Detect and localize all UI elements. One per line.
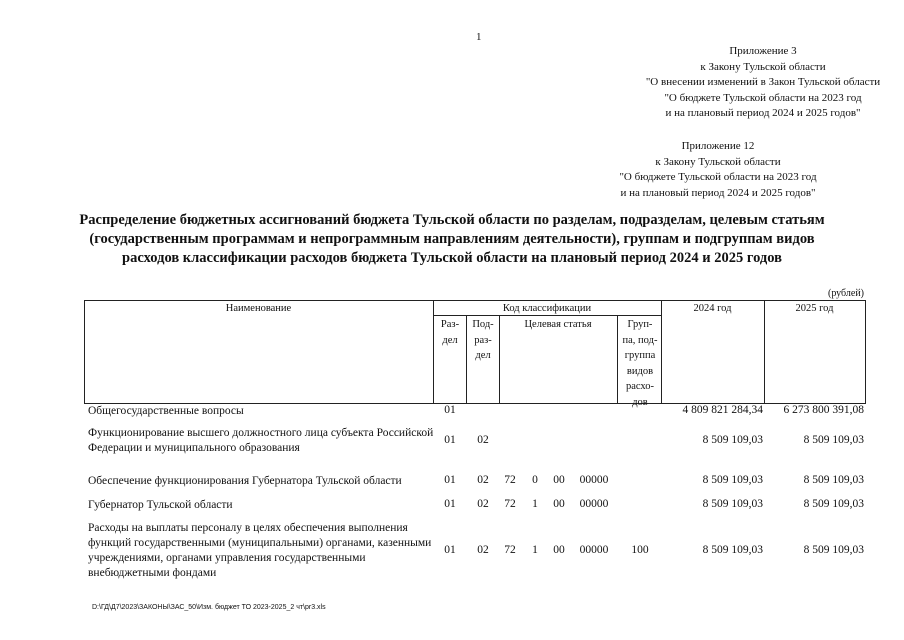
header-2025: 2025 год — [795, 303, 834, 314]
file-path-footer: D:\ГД\Д7\2023\ЗАКОНЫ\ЗАС_50\Изм. бюджет ТО 2023-2025_2 чт\pr3.xls — [92, 604, 326, 611]
units-label: (рублей) — [827, 288, 864, 299]
row-subsection: 02 — [477, 434, 489, 446]
appendix-3-line: и на плановый период 2024 и 2025 годов" — [665, 107, 861, 119]
table-row — [84, 426, 866, 460]
row-section: 01 — [444, 404, 456, 416]
row-2024-value: 8 509 109,03 — [702, 434, 763, 446]
row-name: Расходы на выплаты персоналу в целях обеспечения выполнения функций государственными (муниципальными) органами, казенными учреждениями, органами управления государственными внебюджетными фондами — [88, 522, 432, 579]
appendix-12-line: к Закону Тульской области — [655, 155, 781, 168]
appendix-3-block — [613, 44, 904, 122]
row-section: 01 — [444, 474, 456, 486]
title-line: расходов классификации расходов бюджета Тульской области на плановый период 2024 и 2025 годов — [122, 250, 782, 266]
appendix-12-line: и на плановый период 2024 и 2025 годов" — [620, 186, 816, 199]
row-name: Общегосударственные вопросы — [88, 405, 244, 417]
row-2024-value: 8 509 109,03 — [702, 474, 763, 486]
appendix-3-line: "О внесении изменений в Закон Тульской области — [645, 76, 881, 88]
header-group: Груп- па, под- группа видов расхо- дов — [622, 319, 658, 408]
row-2025-value: 8 509 109,03 — [803, 498, 864, 510]
row-target-program: 72 — [504, 544, 516, 556]
row-target-subprogram: 1 — [532, 498, 538, 510]
header-border-right — [865, 300, 866, 404]
row-target-event: 00 — [553, 544, 565, 556]
row-name: Обеспечение функционирования Губернатора Тульской области — [88, 475, 402, 487]
header-name: Наименование — [225, 303, 292, 314]
header-target: Целевая статья — [524, 319, 592, 330]
row-2025-value: 8 509 109,03 — [803, 544, 864, 556]
row-subsection: 02 — [477, 544, 489, 556]
row-subsection: 02 — [477, 474, 489, 486]
appendix-3-line: к Закону Тульской области — [700, 60, 826, 73]
header-subsection: Под- раз- дел — [472, 319, 494, 361]
row-2025-value: 6 273 800 391,08 — [783, 404, 864, 416]
row-2025-value: 8 509 109,03 — [803, 474, 864, 486]
row-section: 01 — [444, 544, 456, 556]
row-target-program: 72 — [504, 498, 516, 510]
header-col-divider — [466, 315, 467, 404]
table-row — [84, 521, 866, 585]
appendix-12-block — [568, 139, 868, 201]
row-section: 01 — [444, 434, 456, 446]
table-row — [84, 474, 866, 492]
row-target-direction: 00000 — [579, 544, 609, 556]
table-row — [84, 404, 866, 424]
row-target-direction: 00000 — [579, 498, 609, 510]
title-line: (государственным программам и непрограммным направлениям деятельности), группам и подгруппам видов — [89, 231, 815, 247]
row-target-direction: 00000 — [579, 474, 609, 486]
row-target-event: 00 — [553, 498, 565, 510]
appendix-12-line: "О бюджете Тульской области на 2023 год — [619, 171, 817, 183]
table-header — [84, 300, 866, 408]
header-col-divider — [617, 315, 618, 404]
appendix-3-line: Приложение 3 — [729, 45, 797, 57]
row-target-subprogram: 1 — [532, 544, 538, 556]
title-line: Распределение бюджетных ассигнований бюджета Тульской области по разделам, подразделам, целевым статьям — [79, 212, 825, 228]
document-title — [60, 211, 844, 268]
row-2025-value: 8 509 109,03 — [803, 434, 864, 446]
row-section: 01 — [444, 498, 456, 510]
row-target-event: 00 — [553, 474, 565, 486]
row-2024-value: 8 509 109,03 — [702, 544, 763, 556]
header-section: Раз- дел — [440, 319, 460, 346]
row-target-program: 72 — [504, 474, 516, 486]
row-2024-value: 8 509 109,03 — [702, 498, 763, 510]
row-subsection: 02 — [477, 498, 489, 510]
table-row — [84, 498, 866, 516]
appendix-12-line: Приложение 12 — [681, 140, 755, 152]
page-number: 1 — [476, 31, 482, 43]
row-group: 100 — [631, 544, 649, 556]
row-name: Губернатор Тульской области — [88, 499, 233, 511]
row-2024-value: 4 809 821 284,34 — [682, 404, 763, 416]
appendix-3-line: "О бюджете Тульской области на 2023 год — [664, 91, 862, 104]
header-2024: 2024 год — [693, 303, 732, 314]
row-target-subprogram: 0 — [532, 474, 538, 486]
header-code: Код классификации — [502, 303, 592, 314]
row-name: Функционирование высшего должностного лица субъекта Российской Федерации и муниципального образования — [88, 427, 434, 454]
